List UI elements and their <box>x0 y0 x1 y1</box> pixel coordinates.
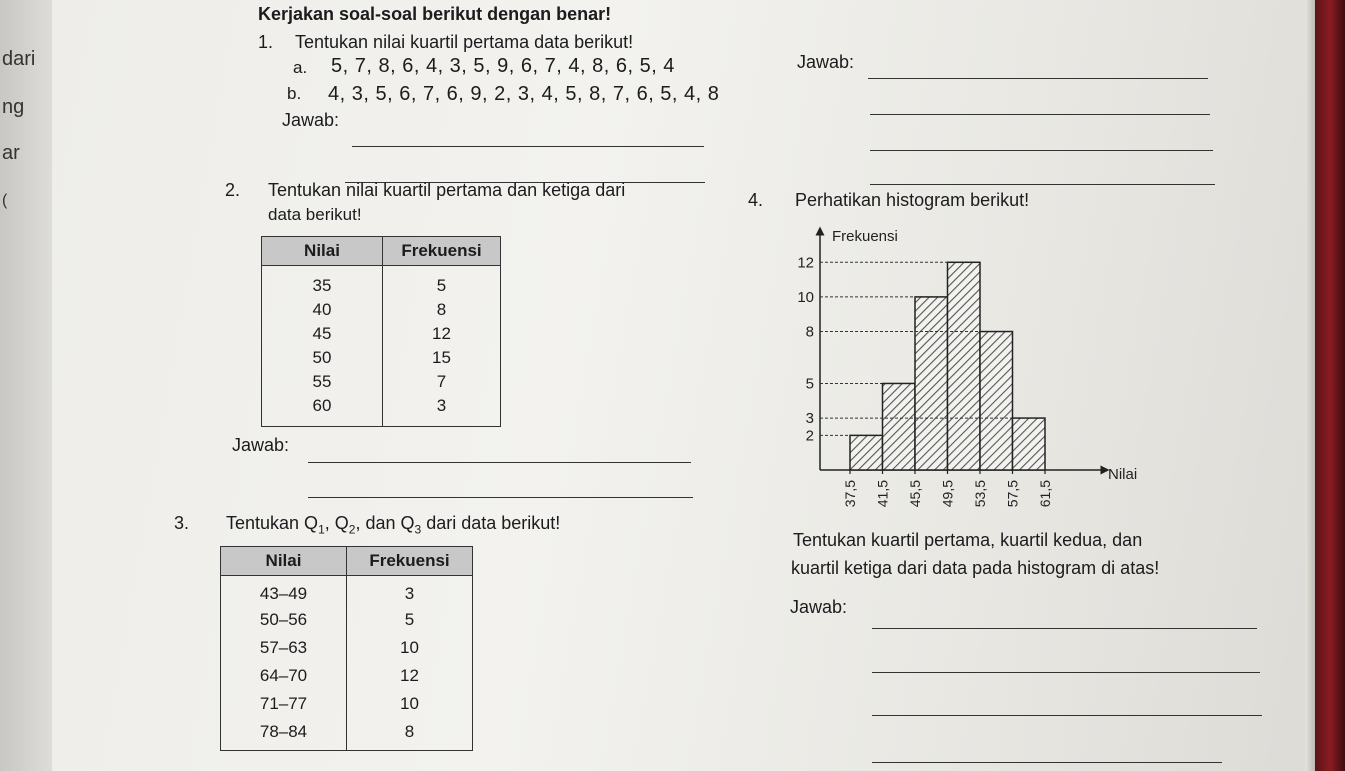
y-tick-label: 2 <box>805 427 814 445</box>
q1-text: Tentukan nilai kuartil pertama data berikut! <box>295 32 634 52</box>
histogram-bar <box>1013 418 1046 470</box>
q1-b-label: b. <box>287 84 302 103</box>
histogram-bar <box>948 262 981 470</box>
histogram-bar <box>980 332 1013 470</box>
answer-line[interactable] <box>872 762 1222 763</box>
book-spine <box>1315 0 1345 771</box>
right-answer-label: Jawab: <box>797 52 855 72</box>
x-tick-label: 57,5 <box>1004 480 1021 508</box>
table-row: 45 12 <box>262 322 501 346</box>
histogram-bar <box>915 297 948 470</box>
answer-line[interactable] <box>872 672 1260 673</box>
q2-answer-label: Jawab: <box>232 435 290 455</box>
table-row: 43–49 3 <box>221 576 473 607</box>
answer-line[interactable] <box>870 150 1213 151</box>
x-tick-label: 41,5 <box>874 480 891 508</box>
answer-line[interactable] <box>870 114 1210 115</box>
page-edge <box>1305 0 1315 771</box>
x-tick-label: 61,5 <box>1037 480 1053 508</box>
table-row: 64–70 12 <box>221 662 473 690</box>
y-tick-label: 5 <box>805 375 814 393</box>
q3-text: Tentukan $Q_1$, $Q_2$, dan $Q_3$ dari data berikut! <box>226 513 561 537</box>
q3-frequency-table <box>220 546 473 751</box>
q1-number: 1. <box>258 32 274 52</box>
x-axis-label: Nilai <box>1108 466 1138 483</box>
q4-answer-label: Jawab: <box>790 597 848 617</box>
table-header-nilai: Nilai <box>221 547 347 576</box>
y-axis-label: Frekuensi <box>832 228 898 245</box>
q1-a-data: 5, 7, 8, 6, 4, 3, 5, 9, 6, 7, 4, 8, 6, 5, 4 <box>331 55 675 77</box>
left-fragment: dari <box>2 48 36 70</box>
q1-answer-label: Jawab: <box>282 110 340 130</box>
x-tick-label: 49,5 <box>939 480 956 508</box>
q4-number: 4. <box>748 190 764 210</box>
x-tick-label: 37,5 <box>842 480 858 508</box>
y-tick-label: 10 <box>797 288 814 306</box>
table-row: 35 5 <box>262 266 501 299</box>
q2-number: 2. <box>225 180 241 200</box>
answer-line[interactable] <box>352 146 704 147</box>
left-fragment: ar <box>2 142 20 164</box>
table-header-nilai: Nilai <box>262 237 383 266</box>
q2-frequency-table <box>261 236 501 427</box>
table-row: 78–84 8 <box>221 718 473 751</box>
answer-line[interactable] <box>870 184 1215 185</box>
histogram-chart <box>780 225 1160 525</box>
y-tick-label: 12 <box>797 254 814 272</box>
y-tick-label: 3 <box>805 410 814 428</box>
table-row: 57–63 10 <box>221 634 473 662</box>
table-row: 50–56 5 <box>221 606 473 634</box>
q3-number: 3. <box>174 513 190 533</box>
table-header-frekuensi: Frekuensi <box>347 547 473 576</box>
answer-line[interactable] <box>872 628 1257 629</box>
answer-line[interactable] <box>308 462 691 463</box>
table-row: 60 3 <box>262 394 501 427</box>
y-tick-label: 8 <box>805 323 814 341</box>
q4-question-line1: Tentukan kuartil pertama, kuartil kedua, dan <box>793 530 1143 550</box>
q2-text-line1: Tentukan nilai kuartil pertama dan ketiga dari <box>268 180 626 200</box>
x-tick-label: 45,5 <box>907 480 923 508</box>
table-row: 71–77 10 <box>221 690 473 718</box>
x-tick-label: 53,5 <box>972 480 988 508</box>
table-row: 40 8 <box>262 298 501 322</box>
q4-question-line2: kuartil ketiga dari data pada histogram di atas! <box>791 558 1160 578</box>
q2-text-line2: data berikut! <box>268 205 362 224</box>
answer-line[interactable] <box>872 715 1262 716</box>
table-row: 50 15 <box>262 346 501 370</box>
histogram-bar <box>883 383 916 470</box>
left-page-edge <box>0 0 60 771</box>
table-header-frekuensi: Frekuensi <box>383 237 501 266</box>
q1-a-label: a. <box>293 58 308 77</box>
table-row: 55 7 <box>262 370 501 394</box>
left-fragment: ( <box>2 192 8 209</box>
q4-text: Perhatikan histogram berikut! <box>795 190 1030 210</box>
answer-line[interactable] <box>868 78 1208 79</box>
q1-b-data: 4, 3, 5, 6, 7, 6, 9, 2, 3, 4, 5, 8, 7, 6, 5, 4, 8 <box>328 83 720 105</box>
answer-line[interactable] <box>308 497 693 498</box>
left-fragment: ng <box>2 96 25 118</box>
instruction-header: Kerjakan soal-soal berikut dengan benar! <box>258 4 612 24</box>
histogram-bar <box>850 435 883 470</box>
